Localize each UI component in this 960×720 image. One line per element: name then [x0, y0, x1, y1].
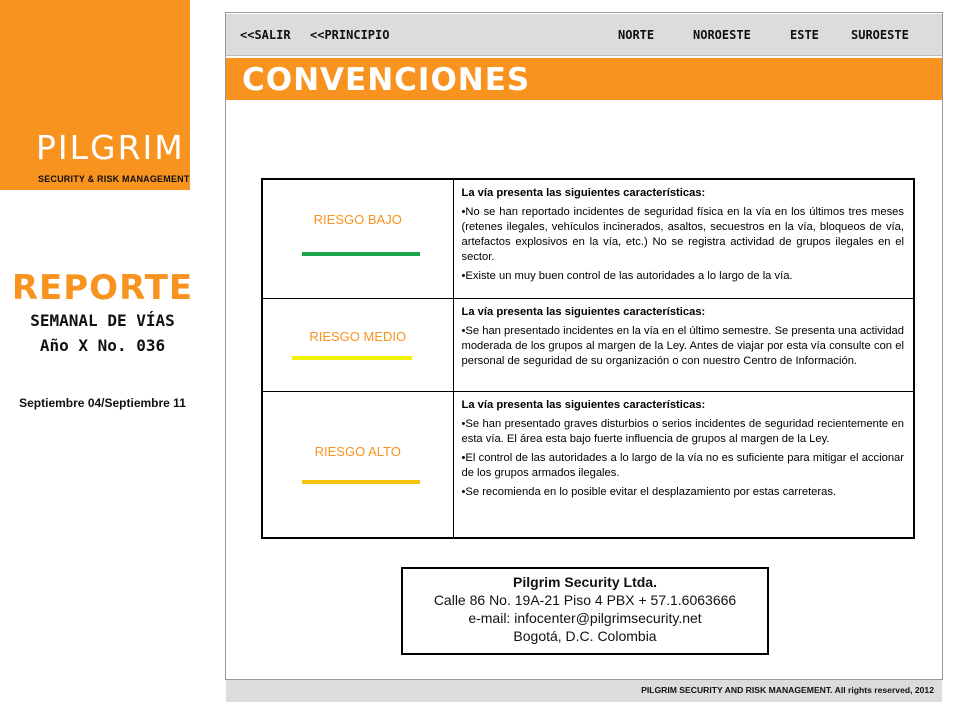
top-navigation [226, 14, 942, 56]
page-title: CONVENCIONES [242, 62, 531, 98]
nav-region-north[interactable]: NORTE [618, 28, 655, 42]
description-bullet: •Existe un muy buen control de las autoridades a lo largo de la vía. [461, 270, 793, 282]
report-issue: Año X No. 036 [39, 336, 166, 355]
risk-level-label: RIESGO ALTO [314, 443, 401, 459]
nav-start-link[interactable]: <<PRINCIPIO [310, 28, 390, 42]
logo-block [0, 0, 190, 190]
report-dates: Septiembre 04/Septiembre 11 [19, 396, 186, 410]
company-email[interactable]: e-mail: infocenter@pilgrimsecurity.net [468, 610, 702, 626]
contact-box [401, 567, 769, 655]
report-title: REPORTE [11, 268, 194, 308]
description-bullet: •Se recomienda en lo posible evitar el desplazamiento por estas carreteras. [461, 485, 837, 498]
nav-region-east[interactable]: ESTE [790, 28, 819, 42]
nav-region-northwest[interactable]: NOROESTE [693, 28, 751, 42]
report-subtitle: SEMANAL DE VÍAS [30, 311, 175, 330]
nav-region-southwest[interactable]: SUROESTE [851, 28, 909, 42]
description-heading: La vía presenta las siguientes características: [461, 305, 706, 318]
description-bullet: •Se han presentado incidentes en la vía en el último semestre. Se presenta una actividad moderada de los grupos al margen de la Ley. Antes de viajar por esta vía consulte con el personal de seguridad de su organización o con nuestro Centro de Información. [461, 324, 904, 367]
risk-label-cell [262, 179, 453, 298]
company-city: Bogotá, D.C. Colombia [513, 628, 657, 644]
description-heading: La vía presenta las siguientes características: [461, 398, 706, 411]
description-heading: La vía presenta las siguientes características: [461, 187, 706, 199]
description-bullet: •El control de las autoridades a lo largo de la vía no es suficiente para mitigar el accionar de los grupos armados ilegales. [461, 451, 904, 479]
risk-description [453, 298, 914, 391]
risk-label-cell [262, 298, 453, 391]
logo-wordmark: PILGRIM [36, 128, 185, 167]
table-row [262, 179, 914, 298]
description-bullet: •No se han reportado incidentes de seguridad física en la vía en los últimos tres meses (retenes ilegales, vehículos incinerados, asaltos, secuestros en la vía, bloqueos de vía, artefactos explosivos en la vía, etc.) No se registra actividad de grupos ilegales en el sector. [461, 206, 904, 263]
nav-exit-link[interactable]: <<SALIR [240, 28, 291, 42]
risk-description [453, 179, 914, 298]
company-name: Pilgrim Security Ltda. [513, 574, 657, 590]
section-banner [226, 58, 942, 100]
logo-tagline: SECURITY & RISK MANAGEMENT [38, 174, 190, 184]
risk-color-bar [302, 480, 420, 484]
risk-color-bar [292, 356, 412, 360]
risk-level-label: RIESGO MEDIO [309, 328, 407, 344]
table-row [262, 391, 914, 538]
description-bullet: •Se han presentado graves disturbios o serios incidentes de seguridad recientemente en esta vía. El área esta bajo fuerte influencia de grupos al margen de la Ley. [461, 417, 904, 445]
risk-label-cell [262, 391, 453, 538]
risk-description [453, 391, 914, 538]
company-address: Calle 86 No. 19A-21 Piso 4 PBX + 57.1.6063666 [433, 592, 737, 608]
copyright-text: PILGRIM SECURITY AND RISK MANAGEMENT. All rights reserved, 2012 [641, 685, 934, 695]
table-row [262, 298, 914, 391]
risk-color-bar [302, 252, 420, 256]
footer-bar [226, 680, 942, 702]
risk-conventions-table [261, 178, 915, 539]
risk-level-label: RIESGO BAJO [313, 212, 402, 227]
